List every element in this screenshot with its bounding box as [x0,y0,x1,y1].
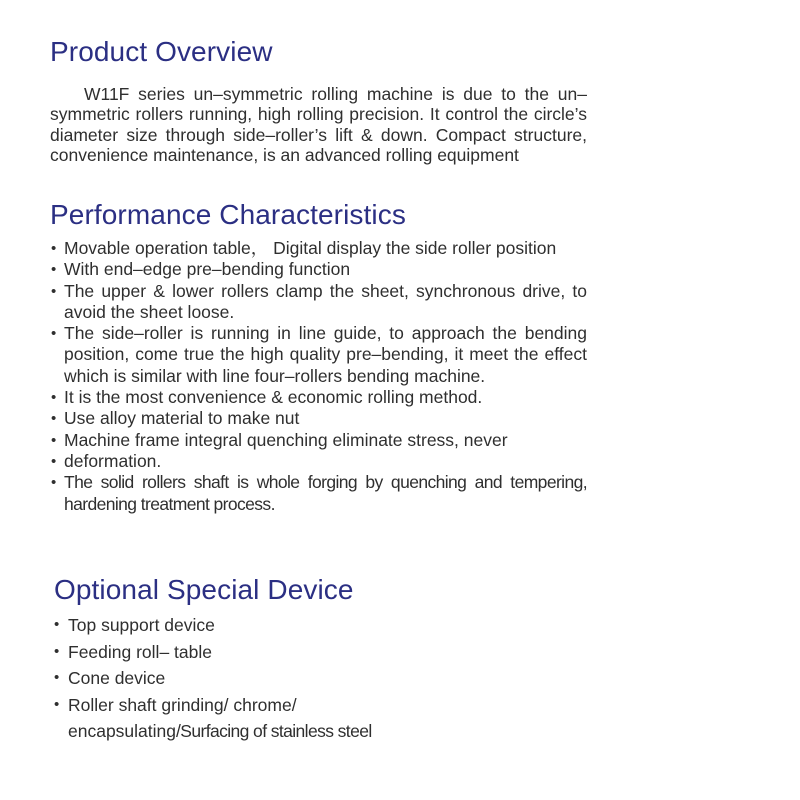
list-item [50,323,587,387]
list-item [50,387,587,408]
bullet-icon: • [51,325,57,343]
bullet-icon: • [54,642,60,660]
section-title-performance: Performance Characteristics [50,199,406,230]
list-item [53,612,473,639]
list-item-text: Roller shaft grinding/ chrome/ [68,694,297,715]
list-item [50,238,587,259]
list-item [50,430,587,451]
list-item [53,692,473,719]
list-item-text: The upper & lower rollers clamp the sheet, synchronous drive, to avoid the sheet loose. [64,280,587,322]
section-title-optional-device: Optional Special Device [54,574,354,605]
list-item-text: Use alloy material to make nut [64,408,300,429]
performance-list [50,238,587,515]
bullet-icon: • [51,240,57,257]
list-item [50,259,587,280]
bullet-icon: • [51,410,57,428]
list-item [50,281,587,324]
section-title-product-overview: Product Overview [50,36,273,67]
list-item-text: Top support device [68,615,215,635]
list-item-continued [53,718,473,745]
list-item-text: /Surfacing of stainless steel [176,721,372,742]
list-item [50,472,587,515]
bullet-icon: • [54,695,60,713]
list-item-text: Feeding roll– table [68,641,212,662]
list-item [53,639,473,666]
list-item [53,665,473,692]
bullet-icon: • [54,616,60,633]
list-item-text: Movable operation table， Digital display the side roller position [64,238,557,258]
product-overview-text: W11F series un–symmetric rolling machine is due to the un–symmetric rollers running, high rolling precision. It control the circle’s diameter size through side–roller’s lift & down. Compact structure, convenience maintenance, is an advanced rolling equipment [50,84,587,166]
list-item-text: With end–edge pre–bending function [64,259,351,280]
list-item-text: It is the most convenience & economic rolling method. [64,387,483,408]
list-item [50,451,587,472]
list-item-text: deformation. [64,450,162,471]
bullet-icon: • [51,452,57,470]
list-item-text: encapsulating [68,721,176,742]
list-item-text: Machine frame integral quenching eliminate stress, never [64,429,508,450]
optional-device-list [53,612,473,745]
bullet-icon: • [51,389,57,407]
list-item-text: Cone device [68,668,166,689]
bullet-icon: • [54,669,60,687]
bullet-icon: • [51,474,57,492]
bullet-icon: • [51,282,57,300]
list-item [50,408,587,429]
bullet-icon: • [51,431,57,449]
list-item-text: The side–roller is running in line guide, to approach the bending position, come true the high quality pre–bending, it meet the effect which is similar with line four–rollers bending machine. [64,323,587,386]
list-item-text: The solid rollers shaft is whole forging by quenching and tempering, hardening treatment process. [64,472,587,514]
bullet-icon: • [51,261,57,279]
